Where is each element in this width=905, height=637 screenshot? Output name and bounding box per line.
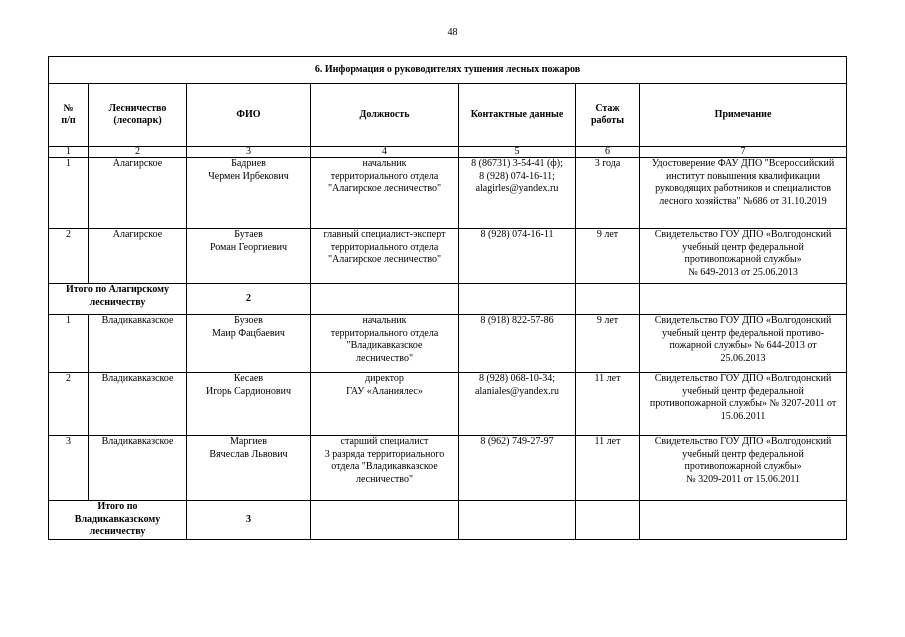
row-fio: Бадриев Чермен Ирбекович	[187, 158, 311, 229]
row-contacts: 8 (928) 068-10-34; alaniales@yandex.ru	[459, 373, 576, 436]
row-note: Свидетельство ГОУ ДПО «Волгодонский учебный центр федеральной противопожарной службы» № 3207-2011 от 15.06.2011	[640, 373, 847, 436]
row-position: начальник территориального отдела "Владикавказское лесничество"	[311, 315, 459, 373]
row-forestry: Владикавказское	[89, 315, 187, 373]
row-note: Свидетельство ГОУ ДПО «Волгодонский учебный центр федеральной противо- пожарной службы» № 644-2013 от 25.06.2013	[640, 315, 847, 373]
row-experience: 9 лет	[576, 229, 640, 284]
row-fio: Бутаев Роман Георгиевич	[187, 229, 311, 284]
header-note: Примечание	[640, 84, 847, 147]
row-note: Свидетельство ГОУ ДПО «Волгодонский учебный центр федеральной противопожарной службы» № 3209-2011 от 15.06.2011	[640, 436, 847, 501]
row-position: начальник территориального отдела "Алагирское лесничество"	[311, 158, 459, 229]
row-fio: Маргиев Вячеслав Львович	[187, 436, 311, 501]
total-row	[49, 284, 847, 315]
row-note: Удостоверение ФАУ ДПО "Всероссийский институт повышения квалификации руководящих работников и специалистов лесного хозяйства" №686 от 31.10.2019	[640, 158, 847, 229]
column-number: 1	[49, 147, 89, 158]
total-label: Итого по Алагирскому лесничеству	[49, 284, 187, 315]
row-contacts: 8 (86731) 3-54-41 (ф); 8 (928) 074-16-11; alagirles@yandex.ru	[459, 158, 576, 229]
row-forestry: Владикавказское	[89, 373, 187, 436]
row-note: Свидетельство ГОУ ДПО «Волгодонский учебный центр федеральной противопожарной службы» № 649-2013 от 25.06.2013	[640, 229, 847, 284]
total-row	[49, 501, 847, 540]
total-count: 2	[187, 284, 311, 315]
row-experience: 11 лет	[576, 436, 640, 501]
row-fio: Кесаев Игорь Сардионович	[187, 373, 311, 436]
header-row	[49, 84, 847, 147]
table-caption: 6. Информация о руководителях тушения лесных пожаров	[49, 57, 847, 84]
column-number: 2	[89, 147, 187, 158]
column-number: 6	[576, 147, 640, 158]
row-forestry: Алагирское	[89, 229, 187, 284]
table-row	[49, 229, 847, 284]
header-forestry: Лесничество (лесопарк)	[89, 84, 187, 147]
column-number: 7	[640, 147, 847, 158]
row-position: старший специалист 3 разряда территориального отдела "Владикавказское лесничество"	[311, 436, 459, 501]
row-contacts: 8 (962) 749-27-97	[459, 436, 576, 501]
row-experience: 3 года	[576, 158, 640, 229]
column-numbers-row	[49, 147, 847, 158]
row-experience: 9 лет	[576, 315, 640, 373]
row-num: 2	[49, 373, 89, 436]
header-fio: ФИО	[187, 84, 311, 147]
header-experience: Стаж работы	[576, 84, 640, 147]
row-num: 3	[49, 436, 89, 501]
total-count: 3	[187, 501, 311, 540]
header-position: Должность	[311, 84, 459, 147]
row-contacts: 8 (928) 074-16-11	[459, 229, 576, 284]
table-row	[49, 315, 847, 373]
row-forestry: Владикавказское	[89, 436, 187, 501]
total-label: Итого по Владикавказскому лесничеству	[49, 501, 187, 540]
row-fio: Бузоев Маир Фацбаевич	[187, 315, 311, 373]
column-number: 4	[311, 147, 459, 158]
row-num: 1	[49, 315, 89, 373]
table-row	[49, 158, 847, 229]
header-contacts: Контактные данные	[459, 84, 576, 147]
leaders-table-wrapper	[48, 56, 846, 540]
row-num: 1	[49, 158, 89, 229]
column-number: 3	[187, 147, 311, 158]
row-position: главный специалист-эксперт территориального отдела "Алагирское лесничество"	[311, 229, 459, 284]
row-contacts: 8 (918) 822-57-86	[459, 315, 576, 373]
header-num: № п/п	[49, 84, 89, 147]
row-num: 2	[49, 229, 89, 284]
fire-leaders-table	[48, 56, 847, 540]
table-row	[49, 373, 847, 436]
row-position: директор ГАУ «Аланиялес»	[311, 373, 459, 436]
page-number: 48	[447, 27, 458, 38]
row-forestry: Алагирское	[89, 158, 187, 229]
row-experience: 11 лет	[576, 373, 640, 436]
table-row	[49, 436, 847, 501]
column-number: 5	[459, 147, 576, 158]
